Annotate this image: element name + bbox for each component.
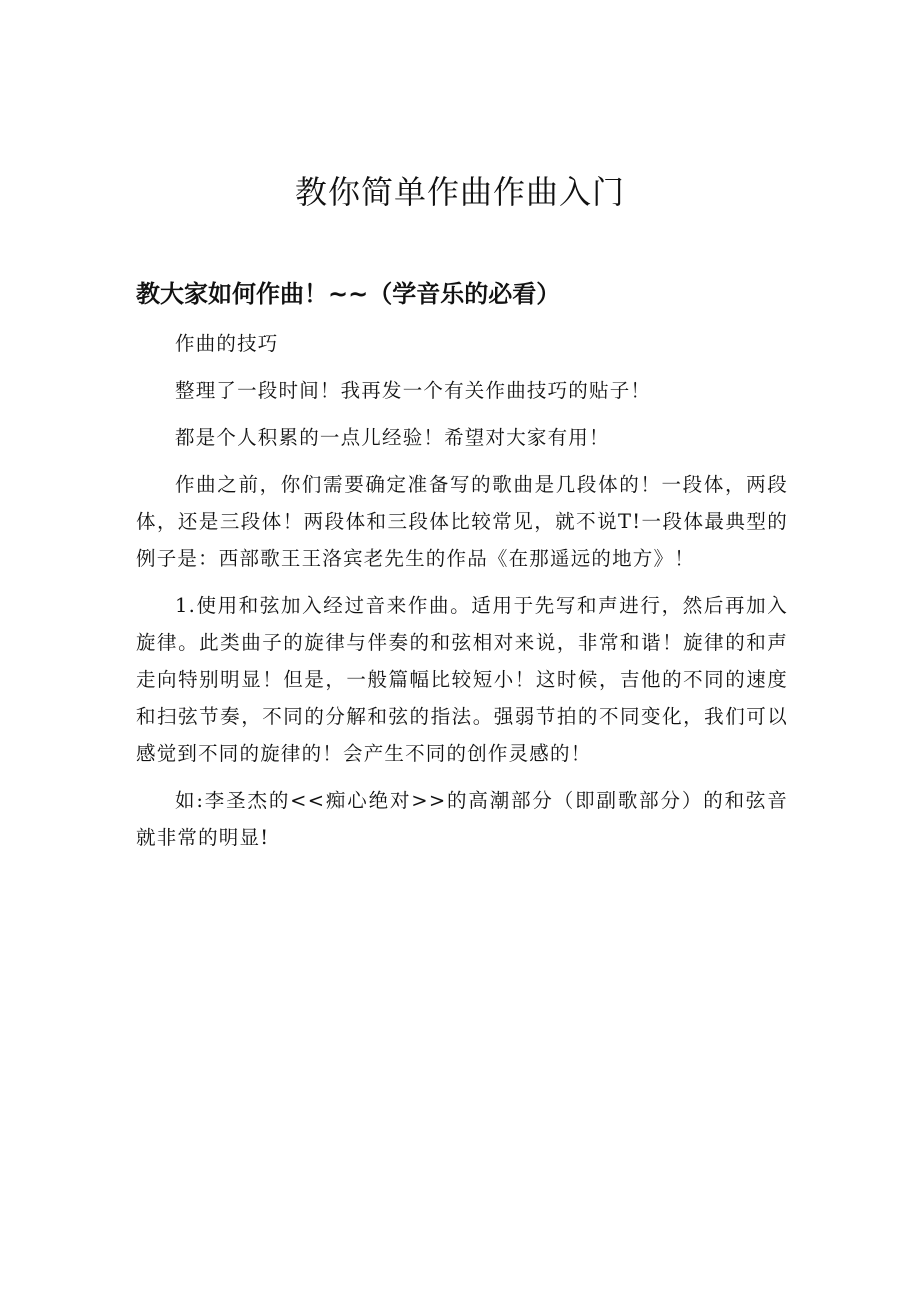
document-body [136, 325, 788, 866]
paragraph-method-1: 1.使用和弦加入经过音来作曲。适用于先写和声进行，然后再加入旋律。此类曲子的旋律与伴奏的和弦相对来说，非常和谐！旋律的和声走向特别明显！但是，一般篇幅比较短小！这时候，吉他的不同的速度和扫弦节奏，不同的分解和弦的指法。强弱节拍的不同变化，我们可以感觉到不同的旋律的！会产生不同的创作灵感的！ [136, 594, 788, 765]
paragraph-example: 如:李圣杰的<<痴心绝对>>的高潮部分（即副歌部分）的和弦音就非常的明显! [136, 789, 788, 849]
page-title: 教你简单作曲作曲入门 [294, 173, 625, 211]
paragraph-song-structure: 作曲之前，你们需要确定准备写的歌曲是几段体的！一段体，两段体，还是三段体！两段体和三段体比较常见，就不说T!一段体最典型的例子是：西部歌王王洛宾老先生的作品《在那遥远的地方》！ [136, 473, 788, 570]
paragraph-experience: 都是个人积累的一点儿经验！希望对大家有用！ [175, 426, 610, 449]
section-heading: 教大家如何作曲！~~（学音乐的必看） [136, 280, 561, 308]
paragraph-intro: 整理了一段时间！我再发一个有关作曲技巧的贴子！ [175, 379, 652, 402]
paragraph-technique-heading: 作曲的技巧 [175, 332, 279, 355]
